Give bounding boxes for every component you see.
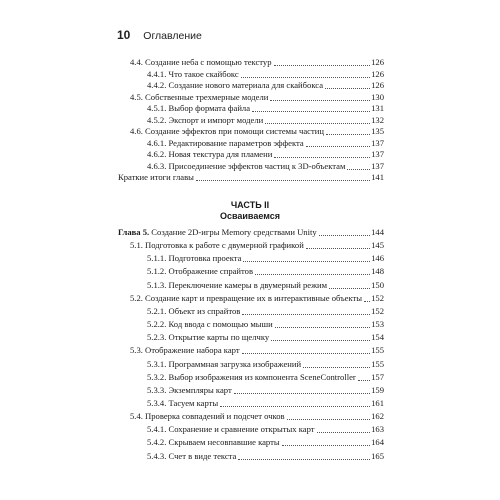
dot-leader: [274, 65, 371, 66]
toc-entry-page: 161: [371, 397, 384, 408]
part-label: ЧАСТЬ II: [230, 200, 270, 210]
dot-leader: [282, 445, 370, 446]
toc-entry-page: 126: [371, 57, 384, 67]
toc-entry-title: 5.2.2. Код ввода с помощью мыши: [147, 319, 273, 330]
toc-entry-title: 5.3. Отображение набора карт: [130, 345, 240, 356]
toc-entry-title: Глава 5. Создание 2D-игры Memory средствами Unity: [118, 227, 317, 237]
toc-entry: [130, 126, 384, 137]
dot-leader: [271, 340, 370, 341]
toc-entry-title: 4.5. Собственные трехмерные модели: [130, 91, 269, 102]
toc-entry-page: 135: [371, 126, 384, 136]
dot-leader: [358, 380, 370, 381]
dot-leader: [255, 274, 370, 275]
toc-entry-page: 155: [371, 345, 384, 356]
toc-entry: [147, 266, 384, 277]
dot-leader: [241, 77, 370, 78]
toc-entry: [130, 240, 384, 251]
toc-entry-page: 148: [371, 266, 384, 277]
toc-entry: [147, 385, 384, 396]
dot-leader: [275, 327, 370, 328]
toc-entry-title: 5.3.4. Тасуем карты: [147, 397, 219, 408]
running-title: Оглавление: [143, 30, 202, 42]
toc-entry-title: 4.5.1. Выбор формата файла: [147, 103, 251, 113]
dot-leader: [220, 406, 370, 407]
toc-entry-page: 154: [371, 332, 384, 343]
toc-entry-title: 4.6.1. Редактирование параметров эффекта: [147, 137, 304, 148]
toc-entry: [147, 359, 384, 370]
toc-entry: [147, 424, 384, 435]
toc-entry: [130, 411, 384, 422]
toc-entry-page: 137: [371, 160, 384, 171]
running-header: [117, 28, 202, 42]
toc-entry: [147, 149, 384, 160]
dot-leader: [317, 432, 371, 433]
toc-entry-title: 4.4.1. Что такое скайбокс: [147, 68, 239, 79]
dot-leader: [325, 88, 370, 89]
toc-entry: [118, 227, 384, 238]
toc-entry-title: 5.4.1. Сохранение и сравнение открытых карт: [147, 424, 315, 435]
dot-leader: [234, 393, 370, 394]
toc-entry-title: 5.3.1. Программная загрузка изображений: [147, 358, 302, 369]
dot-leader: [347, 169, 370, 170]
dot-leader: [243, 261, 370, 262]
toc-entry-title: Краткие итоги главы: [118, 172, 194, 182]
toc-entry-page: 152: [371, 292, 384, 303]
toc-entry: [147, 253, 384, 264]
toc-entry-title: 5.4. Проверка совпадений и подсчет очков: [130, 411, 285, 422]
dot-leader: [303, 367, 370, 368]
toc-entry-title: 4.6. Создание эффектов при помощи системы частиц: [130, 126, 324, 136]
dot-leader: [306, 248, 370, 249]
toc-entry: [118, 172, 384, 183]
dot-leader: [238, 459, 370, 460]
toc-entry-page: 159: [371, 384, 384, 395]
toc-entry: [147, 319, 384, 330]
dot-leader: [274, 157, 370, 158]
toc-entry: [147, 103, 384, 114]
toc-entry: [147, 372, 384, 383]
toc-entry: [147, 398, 384, 409]
toc-entry: [147, 451, 384, 462]
toc-entry: [147, 69, 384, 80]
dot-leader: [287, 419, 370, 420]
chapter-label: Глава 5.: [118, 227, 150, 237]
dot-leader: [196, 180, 370, 181]
toc-entry-page: 162: [371, 411, 384, 422]
toc-entry-title: 4.6.3. Присоединение эффектов частиц к 3D-объектам: [147, 160, 346, 171]
toc-entry: [130, 345, 384, 356]
toc-entry-page: 164: [371, 437, 384, 448]
toc-entry-title: 4.6.2. Новая текстура для пламени: [147, 149, 273, 159]
toc-entry-title: 5.4.3. Счет в виде текста: [147, 450, 237, 461]
toc-entry: [147, 80, 384, 91]
toc-entry-title: 5.2.1. Объект из спрайтов: [147, 305, 241, 316]
toc-entry: [147, 332, 384, 343]
dot-leader: [270, 100, 370, 101]
toc-entry-page: 150: [371, 279, 384, 290]
toc-entry-page: 145: [371, 240, 384, 251]
toc-entry-title: 4.5.2. Экспорт и импорт модели: [147, 114, 264, 125]
toc-entry: [147, 138, 384, 149]
toc-entry: [147, 161, 384, 172]
toc-entry-title: 5.3.2. Выбор изображения из компонента SceneController: [147, 371, 356, 382]
dot-leader: [252, 111, 370, 112]
toc-entry-title: 5.1.2. Отображение спрайтов: [147, 266, 254, 277]
toc-entry-title: 5.2. Создание карт и превращение их в интерактивные объекты: [130, 292, 363, 303]
toc-entry-title: 4.4. Создание неба с помощью текстур: [130, 57, 272, 67]
toc-entry: [147, 437, 384, 448]
toc-entry-page: 137: [371, 149, 384, 159]
dot-leader: [364, 301, 370, 302]
toc-entry: [147, 280, 384, 291]
dot-leader: [326, 134, 370, 135]
page-number: 10: [117, 28, 131, 42]
toc-entry-title: 5.2.3. Открытие карты по щелчку: [147, 332, 270, 343]
toc-entry-page: 163: [371, 424, 384, 435]
dot-leader: [319, 235, 370, 236]
toc-entry-page: 131: [371, 103, 384, 113]
dot-leader: [242, 353, 371, 354]
toc-entry-page: 130: [371, 91, 384, 102]
toc-entry: [130, 92, 384, 103]
toc-entry: [130, 293, 384, 304]
toc-entry-page: 126: [371, 80, 384, 90]
toc-entry-page: 157: [371, 371, 384, 382]
toc-entry-page: 144: [371, 227, 384, 237]
toc-entry-title: 5.4.2. Скрываем несовпавшие карты: [147, 437, 280, 448]
toc-entry-title: 5.1. Подготовка к работе с двумерной графикой: [130, 240, 304, 251]
dot-leader: [306, 146, 370, 147]
toc-entry-page: 132: [371, 114, 384, 125]
dot-leader: [242, 314, 370, 315]
toc-entry-page: 155: [371, 358, 384, 369]
toc-entry: [130, 57, 384, 68]
toc-entry-page: 165: [371, 450, 384, 461]
toc-entry: [147, 306, 384, 317]
toc-entry-title: 5.1.1. Подготовка проекта: [147, 253, 242, 264]
toc-entry: [147, 115, 384, 126]
toc-entry-page: 152: [371, 305, 384, 316]
part-title: Осваиваемся: [219, 211, 281, 221]
toc-entry-page: 126: [371, 68, 384, 79]
dot-leader: [265, 123, 370, 124]
toc-entry-page: 137: [371, 137, 384, 148]
toc-entry-title: 5.3.3. Экземпляры карт: [147, 384, 232, 395]
toc-entry-title: 4.4.2. Создание нового материала для скайбокса: [147, 80, 324, 90]
dot-leader: [329, 288, 370, 289]
toc-entry-page: 146: [371, 253, 384, 264]
toc-entry-page: 153: [371, 319, 384, 330]
toc-entry-page: 141: [371, 172, 384, 182]
toc-entry-title: 5.1.3. Переключение камеры в двумерный режим: [147, 279, 328, 290]
